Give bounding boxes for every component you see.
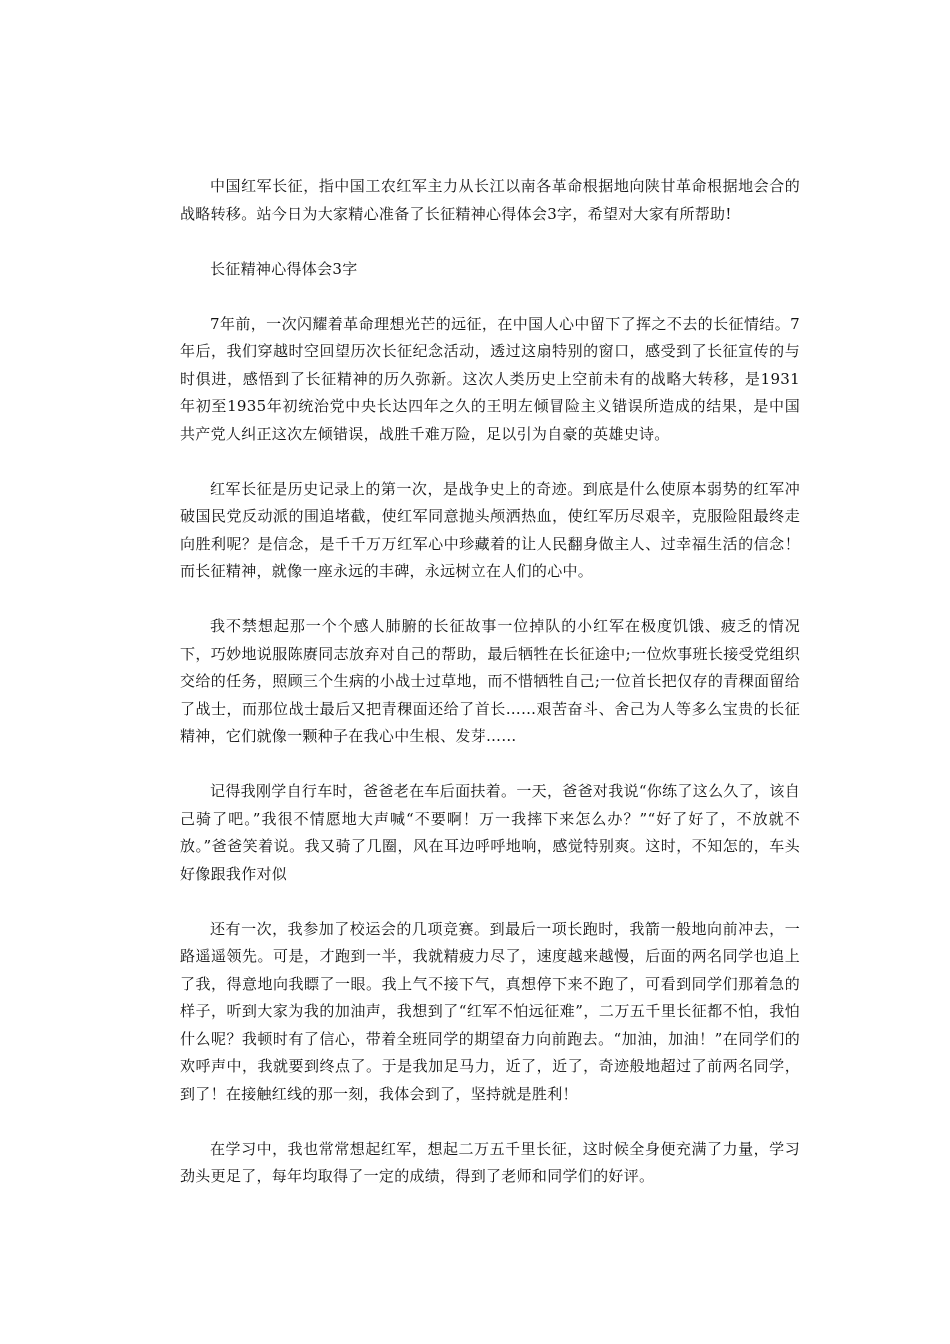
body-paragraph-2: 红军长征是历史记录上的第一次，是战争史上的奇迹。到底是什么使原本弱势的红军冲破国民党反动派的围追堵截，使红军同意抛头颅洒热血，使红军历尽艰辛，克服险阻最终走向胜利呢？是信念，是千千万万红军心中珍藏着的让人民翻身做主人、过幸福生活的信念！而长征精神，就像一座永远的丰碑，永远树立在人们的心中。 xyxy=(180,479,800,580)
section-heading: 长征精神心得体会3字 xyxy=(210,259,358,278)
body-paragraph-6: 在学习中，我也常常想起红军，想起二万五千里长征，这时候全身便充满了力量，学习劲头更足了，每年均取得了一定的成绩，得到了老师和同学们的好评。 xyxy=(180,1139,800,1185)
document-body xyxy=(180,173,800,1218)
body-paragraph-1: 7年前，一次闪耀着革命理想光芒的远征，在中国人心中留下了挥之不去的长征情结。7年后，我们穿越时空回望历次长征纪念活动，透过这扇特别的窗口，感受到了长征宣传的与时俱进，感悟到了长征精神的历久弥新。这次人类历史上空前未有的战略大转移，是1931年初至1935年初统治党中央长达四年之久的王明左倾冒险主义错误所造成的结果，是中国共产党人纠正这次左倾错误，战胜千难万险，足以引为自豪的英雄史诗。 xyxy=(180,314,800,443)
intro-paragraph: 中国红军长征，指中国工农红军主力从长江以南各革命根据地向陕甘革命根据地会合的战略转移。站今日为大家精心准备了长征精神心得体会3字，希望对大家有所帮助! xyxy=(180,177,800,223)
body-paragraph-4: 记得我刚学自行车时，爸爸老在车后面扶着。一天，爸爸对我说“你练了这么久了，该自己骑了吧。”我很不情愿地大声喊“不要啊！万一我摔下来怎么办？”“好了好了，不放就不放。”爸爸笑着说。我又骑了几圈，风在耳边呼呼地响，感觉特别爽。这时，不知怎的，车头好像跟我作对似 xyxy=(180,782,800,883)
body-paragraph-3: 我不禁想起那一个个感人肺腑的长征故事一位掉队的小红军在极度饥饿、疲乏的情况下，巧妙地说服陈赓同志放弃对自己的帮助，最后牺牲在长征途中;一位炊事班长接受党组织交给的任务，照顾三个生病的小战士过草地，而不惜牺牲自己;一位首长把仅存的青稞面留给了战士，而那位战士最后又把青稞面还给了首长……艰苦奋斗、舍己为人等多么宝贵的长征精神，它们就像一颗种子在我心中生根、发芽…… xyxy=(180,617,800,745)
body-paragraph-5: 还有一次，我参加了校运会的几项竞赛。到最后一项长跑时，我箭一般地向前冲去，一路遥遥领先。可是，才跑到一半，我就精疲力尽了，速度越来越慢，后面的两名同学也追上了我，得意地向我瞟了一眼。我上气不接下气，真想停下来不跑了，可看到同学们那着急的样子，听到大家为我的加油声，我想到了“红军不怕远征难”，二万五千里长征都不怕，我怕什么呢？我顿时有了信心，带着全班同学的期望奋力向前跑去。“加油，加油！”在同学们的欢呼声中，我就要到终点了。于是我加足马力，近了，近了，奇迹般地超过了前两名同学，到了！在接触红线的那一刻，我体会到了，坚持就是胜利！ xyxy=(180,919,800,1103)
